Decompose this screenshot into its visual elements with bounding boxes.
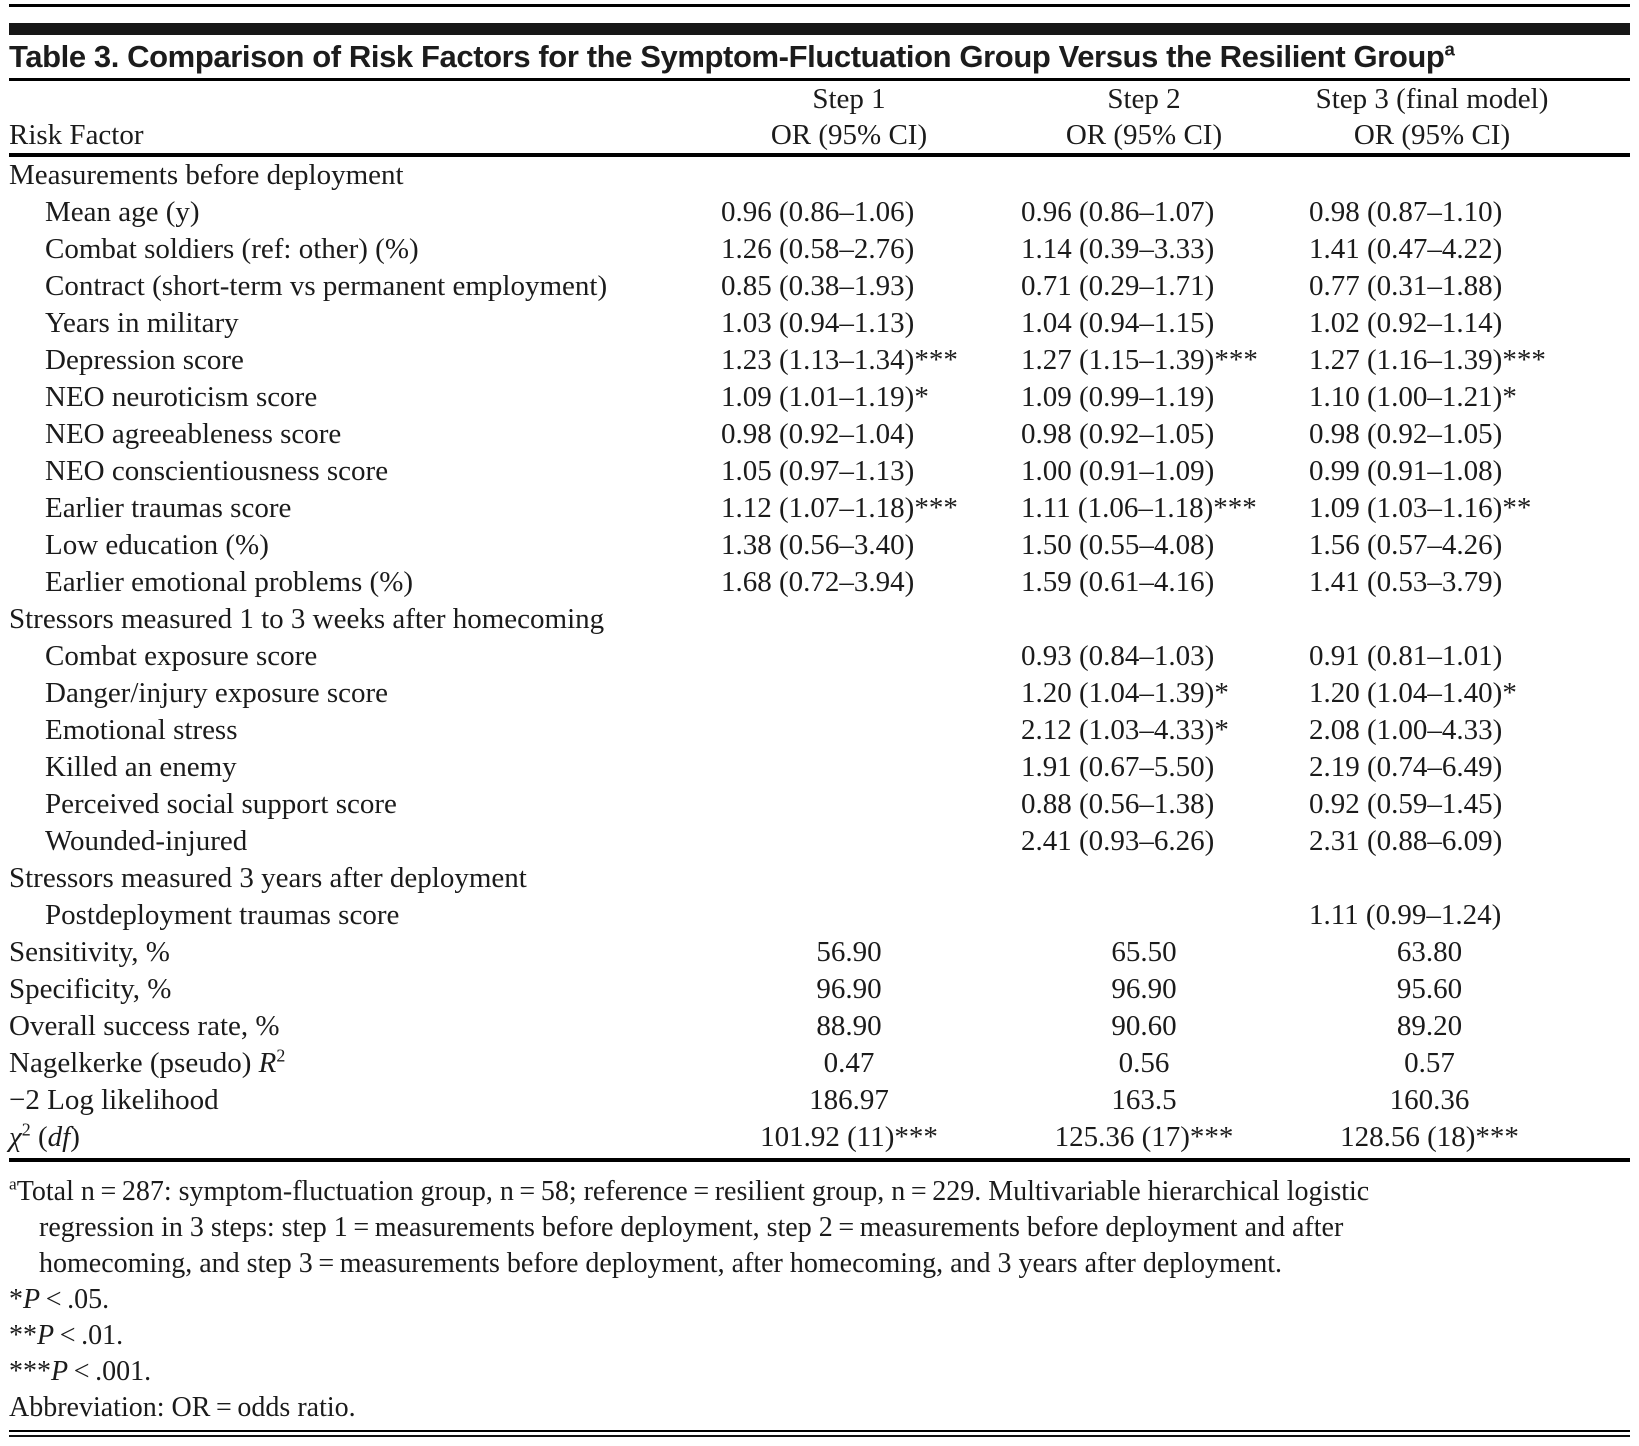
row-label: Depression score	[45, 344, 244, 376]
value-cell: 101.92 (11)***	[760, 1121, 938, 1153]
row-label: Sensitivity, %	[9, 936, 170, 968]
table-row	[9, 971, 1630, 1008]
table-row	[9, 749, 1630, 786]
header-row-steps	[9, 81, 1630, 117]
value-cell: 125.36 (17)***	[1054, 1121, 1234, 1153]
row-label: Combat exposure score	[45, 640, 318, 672]
value-cell	[699, 157, 999, 194]
value-cell: 1.23 (1.13–1.34)***	[721, 344, 958, 376]
table-row	[9, 934, 1630, 971]
footnote-rule	[9, 1158, 1630, 1162]
value-cell: 0.47	[823, 1047, 875, 1079]
table-row	[9, 1119, 1630, 1156]
value-cell: 1.56 (0.57–4.26)	[1309, 529, 1503, 561]
value-cell: 56.90	[816, 936, 882, 968]
value-cell: 1.05 (0.97–1.13)	[721, 455, 915, 487]
value-cell	[699, 749, 999, 786]
value-cell	[699, 675, 999, 712]
value-cell: 0.85 (0.38–1.93)	[721, 270, 915, 302]
footnote-significance-line: ***P < .001.	[9, 1356, 152, 1387]
value-cell	[699, 823, 999, 860]
value-cell: 90.60	[1111, 1010, 1177, 1042]
row-label: Years in military	[45, 307, 239, 339]
row-label: Measurements before deployment	[9, 159, 404, 191]
value-cell	[699, 860, 999, 897]
footnotes	[9, 1174, 1630, 1426]
value-cell	[999, 860, 1289, 897]
row-label: Wounded-injured	[45, 825, 248, 857]
row-label: Mean age (y)	[45, 196, 200, 228]
table-row	[9, 1045, 1630, 1082]
value-cell	[999, 897, 1289, 934]
value-cell: 1.41 (0.47–4.22)	[1309, 233, 1503, 265]
value-cell: 1.00 (0.91–1.09)	[1021, 455, 1215, 487]
column-header-risk-factor: Risk Factor	[9, 119, 144, 151]
value-cell: 1.11 (0.99–1.24)	[1309, 899, 1502, 931]
table-row	[9, 897, 1630, 934]
table-row	[9, 712, 1630, 749]
column-header-or1: OR (95% CI)	[770, 119, 928, 151]
value-cell: 0.57	[1404, 1047, 1455, 1079]
footnote-a-line: regression in 3 steps: step 1 = measurements before deployment, step 2 = measurements before deployment and after	[39, 1212, 1344, 1243]
row-label: −2 Log likelihood	[9, 1084, 219, 1116]
column-header-step2: Step 2	[1107, 83, 1181, 115]
value-cell: 160.36	[1389, 1084, 1470, 1116]
header-spacer	[9, 81, 699, 117]
row-label: NEO neuroticism score	[45, 381, 318, 413]
value-cell: 1.41 (0.53–3.79)	[1309, 566, 1503, 598]
value-cell: 2.41 (0.93–6.26)	[1021, 825, 1215, 857]
value-cell: 1.20 (1.04–1.39)*	[1021, 677, 1229, 709]
value-cell: 1.09 (0.99–1.19)	[1021, 381, 1215, 413]
row-label: Specificity, %	[9, 973, 172, 1005]
column-header-or2: OR (95% CI)	[1065, 119, 1223, 151]
top-thick-bar	[9, 23, 1630, 35]
value-cell: 1.27 (1.16–1.39)***	[1309, 344, 1546, 376]
table-row	[9, 453, 1630, 490]
table-row	[9, 342, 1630, 379]
row-label: Emotional stress	[45, 714, 238, 746]
value-cell	[1289, 860, 1630, 897]
value-cell: 1.38 (0.56–3.40)	[721, 529, 915, 561]
row-label: Contract (short-term vs permanent employment)	[45, 270, 608, 302]
value-cell: 163.5	[1111, 1084, 1177, 1116]
footnote-a-line: $^a$Total n = 287: symptom-fluctuation group, n = 58; reference = resilient group, n = 229. Multivariable hierarchical logistic	[9, 1174, 1370, 1207]
value-cell: 0.88 (0.56–1.38)	[1021, 788, 1215, 820]
table-row	[9, 305, 1630, 342]
row-label: Earlier emotional problems (%)	[45, 566, 414, 598]
table-row	[9, 1008, 1630, 1045]
row-label: Postdeployment traumas score	[45, 899, 400, 931]
value-cell: 1.26 (0.58–2.76)	[721, 233, 915, 265]
table-row	[9, 675, 1630, 712]
value-cell: 89.20	[1396, 1010, 1463, 1042]
table-title-superscript: a	[1444, 38, 1455, 60]
value-cell: 0.99 (0.91–1.08)	[1309, 455, 1503, 487]
section-row	[9, 601, 1630, 638]
row-label: Low education (%)	[45, 529, 269, 561]
value-cell: 96.90	[816, 973, 882, 1005]
row-label: Earlier traumas score	[45, 492, 292, 524]
value-cell: 1.09 (1.01–1.19)*	[721, 381, 929, 413]
value-cell: 88.90	[816, 1010, 882, 1042]
value-cell: 96.90	[1111, 973, 1177, 1005]
value-cell: 1.10 (1.00–1.21)*	[1309, 381, 1517, 413]
value-cell: 1.02 (0.92–1.14)	[1309, 307, 1503, 339]
row-label: Nagelkerke (pseudo) $R^2$	[9, 1045, 286, 1079]
value-cell: 0.98 (0.92–1.05)	[1309, 418, 1503, 450]
row-label: Killed an enemy	[45, 751, 237, 783]
table-row	[9, 638, 1630, 675]
value-cell: 1.11 (1.06–1.18)***	[1021, 492, 1257, 524]
value-cell	[699, 786, 999, 823]
row-label: Perceived social support score	[45, 788, 397, 820]
table-body	[9, 157, 1630, 1156]
value-cell: 0.91 (0.81–1.01)	[1309, 640, 1503, 672]
bottom-double-rule	[9, 1430, 1630, 1437]
value-cell	[1289, 601, 1630, 638]
value-cell: 1.27 (1.15–1.39)***	[1021, 344, 1258, 376]
row-label: Stressors measured 1 to 3 weeks after homecoming	[9, 603, 605, 635]
value-cell: 1.14 (0.39–3.33)	[1021, 233, 1215, 265]
table-row	[9, 1082, 1630, 1119]
value-cell	[1289, 157, 1630, 194]
bottom-rule-line2	[9, 1435, 1630, 1437]
value-cell: 1.91 (0.67–5.50)	[1021, 751, 1215, 783]
value-cell: 1.68 (0.72–3.94)	[721, 566, 915, 598]
row-label: Combat soldiers (ref: other) (%)	[45, 233, 419, 265]
table-row	[9, 786, 1630, 823]
value-cell: 1.59 (0.61–4.16)	[1021, 566, 1215, 598]
section-row	[9, 157, 1630, 194]
value-cell: 0.96 (0.86–1.07)	[1021, 196, 1215, 228]
value-cell	[699, 897, 999, 934]
value-cell: 128.56 (18)***	[1340, 1121, 1519, 1153]
value-cell: 0.71 (0.29–1.71)	[1021, 270, 1215, 302]
footnote-significance-line: **P < .01.	[9, 1320, 124, 1351]
value-cell	[699, 638, 999, 675]
section-row	[9, 860, 1630, 897]
table-row	[9, 268, 1630, 305]
value-cell: 0.56	[1118, 1047, 1170, 1079]
footnote-a	[9, 1174, 1630, 1282]
value-cell: 2.12 (1.03–4.33)*	[1021, 714, 1229, 746]
value-cell: 2.08 (1.00–4.33)	[1309, 714, 1503, 746]
row-label: NEO agreeableness score	[45, 418, 342, 450]
column-header-step3: Step 3 (final model)	[1315, 83, 1549, 115]
row-label: Stressors measured 3 years after deployment	[9, 862, 527, 894]
value-cell: 0.98 (0.92–1.05)	[1021, 418, 1215, 450]
value-cell: 1.50 (0.55–4.08)	[1021, 529, 1215, 561]
value-cell: 1.09 (1.03–1.16)**	[1309, 492, 1532, 524]
value-cell: 2.31 (0.88–6.09)	[1309, 825, 1503, 857]
row-label: Danger/injury exposure score	[45, 677, 389, 709]
table-row	[9, 416, 1630, 453]
value-cell: 1.04 (0.94–1.15)	[1021, 307, 1215, 339]
table-row	[9, 823, 1630, 860]
value-cell: 0.92 (0.59–1.45)	[1309, 788, 1503, 820]
table-row	[9, 194, 1630, 231]
value-cell: 0.98 (0.87–1.10)	[1309, 196, 1503, 228]
value-cell: 95.60	[1396, 973, 1463, 1005]
value-cell	[999, 601, 1289, 638]
value-cell: 0.96 (0.86–1.06)	[721, 196, 915, 228]
value-cell	[999, 157, 1289, 194]
table-row	[9, 379, 1630, 416]
value-cell: 0.77 (0.31–1.88)	[1309, 270, 1503, 302]
value-cell: 0.98 (0.92–1.04)	[721, 418, 915, 450]
row-label: Overall success rate, %	[9, 1010, 280, 1042]
row-label: $\chi^2$ (df)	[9, 1119, 80, 1153]
row-label: NEO conscientiousness score	[45, 455, 389, 487]
risk-factor-table-body	[9, 157, 1630, 1156]
value-cell: 2.19 (0.74–6.49)	[1309, 751, 1503, 783]
footnote-significance-line: *P < .05.	[9, 1284, 110, 1315]
top-thin-rule	[9, 4, 1630, 7]
column-header-step1: Step 1	[812, 83, 886, 115]
risk-factor-table	[9, 81, 1630, 153]
table-row	[9, 490, 1630, 527]
value-cell: 65.50	[1111, 936, 1177, 968]
column-header-or3: OR (95% CI)	[1353, 119, 1511, 151]
value-cell	[699, 601, 999, 638]
value-cell: 186.97	[809, 1084, 889, 1116]
value-cell: 63.80	[1396, 936, 1463, 968]
table-row	[9, 231, 1630, 268]
footnote-significance	[9, 1282, 1630, 1390]
value-cell	[699, 712, 999, 749]
table-row	[9, 527, 1630, 564]
table-title-text: Table 3. Comparison of Risk Factors for the Symptom-Fluctuation Group Versus the Resilient Group	[9, 39, 1445, 74]
value-cell: 1.20 (1.04–1.40)*	[1309, 677, 1517, 709]
value-cell: 0.93 (0.84–1.03)	[1021, 640, 1215, 672]
header-row-or	[9, 117, 1630, 153]
value-cell: 1.03 (0.94–1.13)	[721, 307, 915, 339]
table-title	[9, 38, 1630, 76]
table-row	[9, 564, 1630, 601]
footnote-a-line: homecoming, and step 3 = measurements before deployment, after homecoming, and 3 years after deployment.	[39, 1248, 1283, 1279]
value-cell: 1.12 (1.07–1.18)***	[721, 492, 958, 524]
footnote-abbreviation: Abbreviation: OR = odds ratio.	[9, 1392, 356, 1423]
